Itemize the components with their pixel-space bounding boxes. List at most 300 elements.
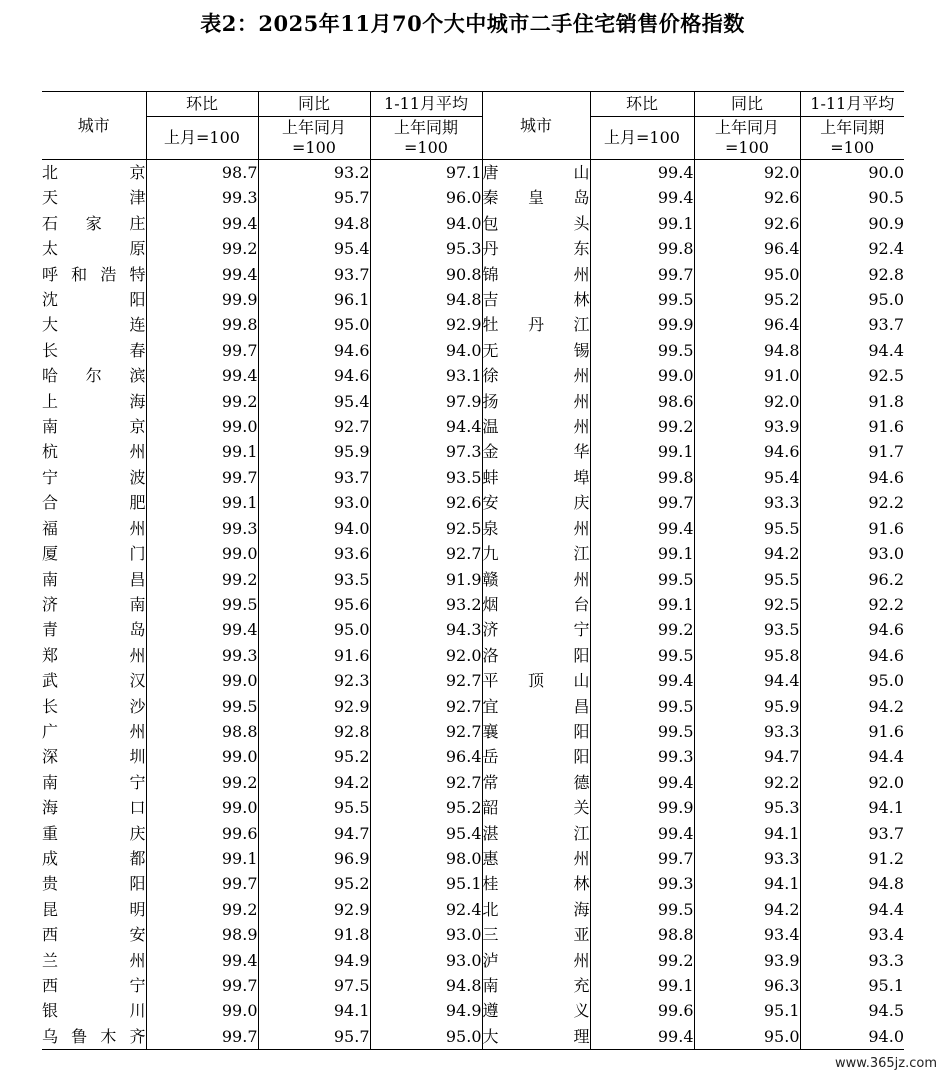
table-row (42, 541, 904, 566)
left-avg-cell: 92.0 (370, 643, 482, 668)
table-row (42, 668, 904, 693)
right-mom-cell: 99.4 (590, 668, 694, 693)
right-avg-cell: 94.0 (800, 1024, 904, 1050)
left-mom-cell: 99.0 (146, 795, 258, 820)
left-city-cell: 郑州 (42, 645, 146, 665)
right-avg-cell: 92.2 (800, 490, 904, 515)
right-yoy-cell: 94.8 (694, 338, 800, 363)
right-yoy-cell: 93.9 (694, 414, 800, 439)
left-mom-cell: 99.6 (146, 821, 258, 846)
left-city-cell: 天津 (42, 188, 146, 208)
left-yoy-cell: 91.8 (258, 922, 370, 947)
left-yoy-cell: 95.4 (258, 236, 370, 261)
left-city-cell: 长春 (42, 340, 146, 360)
right-city-cell: 常德 (482, 770, 590, 795)
right-mom-cell: 99.7 (590, 846, 694, 871)
right-avg-cell: 92.0 (800, 770, 904, 795)
left-city-cell: 深圳 (42, 747, 146, 767)
left-avg-cell: 94.8 (370, 287, 482, 312)
left-avg-cell: 93.0 (370, 922, 482, 947)
table-row (42, 821, 904, 846)
left-mom-cell: 99.4 (146, 262, 258, 287)
left-avg-cell: 92.7 (370, 668, 482, 693)
right-avg-cell: 95.1 (800, 973, 904, 998)
right-yoy-cell: 93.3 (694, 719, 800, 744)
left-city-cell: 乌鲁木齐 (42, 1024, 146, 1050)
right-yoy-cell: 94.2 (694, 541, 800, 566)
left-city-cell: 北京 (42, 163, 146, 182)
table-row (42, 363, 904, 388)
right-yoy-cell: 94.7 (694, 744, 800, 769)
left-avg-cell: 96.0 (370, 185, 482, 210)
yoy-base-right: 上年同月 =100 (694, 117, 800, 160)
right-avg-cell: 92.4 (800, 236, 904, 261)
yoy-base-left: 上年同月 =100 (258, 117, 370, 160)
left-yoy-cell: 96.9 (258, 846, 370, 871)
mom-base-left: 上月=100 (146, 117, 258, 160)
right-yoy-cell: 95.9 (694, 694, 800, 719)
right-avg-cell: 94.4 (800, 338, 904, 363)
right-avg-cell: 90.0 (800, 160, 904, 186)
left-city-cell: 济南 (42, 594, 146, 614)
city-header-right: 城市 (482, 92, 590, 160)
left-city-cell: 南京 (42, 417, 146, 437)
right-avg-cell: 94.1 (800, 795, 904, 820)
right-mom-cell: 99.8 (590, 465, 694, 490)
right-yoy-cell: 95.3 (694, 795, 800, 820)
right-city-cell: 北海 (482, 897, 590, 922)
table-row (42, 592, 904, 617)
right-city-cell: 泸州 (482, 948, 590, 973)
left-avg-cell: 94.0 (370, 211, 482, 236)
right-avg-cell: 94.6 (800, 617, 904, 642)
left-yoy-cell: 92.7 (258, 414, 370, 439)
right-city-cell: 金华 (482, 439, 590, 464)
price-index-table (42, 91, 904, 1050)
right-mom-cell: 99.3 (590, 871, 694, 896)
right-city-cell: 遵义 (482, 998, 590, 1023)
right-city-cell: 唐山 (482, 160, 590, 186)
left-mom-cell: 99.4 (146, 363, 258, 388)
right-mom-cell: 99.2 (590, 948, 694, 973)
left-mom-cell: 98.7 (146, 160, 258, 186)
right-city-cell: 赣州 (482, 567, 590, 592)
right-avg-cell: 90.9 (800, 211, 904, 236)
right-city-cell: 无锡 (482, 338, 590, 363)
left-yoy-cell: 94.1 (258, 998, 370, 1023)
left-yoy-cell: 95.0 (258, 617, 370, 642)
left-avg-cell: 93.5 (370, 465, 482, 490)
right-mom-cell: 99.4 (590, 1024, 694, 1050)
right-city-cell: 丹东 (482, 236, 590, 261)
right-yoy-cell: 95.0 (694, 1024, 800, 1050)
left-avg-cell: 94.8 (370, 973, 482, 998)
left-city-cell: 南宁 (42, 772, 146, 792)
left-yoy-cell: 93.6 (258, 541, 370, 566)
right-avg-cell: 93.7 (800, 821, 904, 846)
left-city-cell: 西宁 (42, 976, 146, 995)
right-avg-cell: 91.6 (800, 414, 904, 439)
right-avg-cell: 90.5 (800, 185, 904, 210)
right-yoy-cell: 93.9 (694, 948, 800, 973)
left-yoy-cell: 95.7 (258, 1024, 370, 1050)
table-row (42, 948, 904, 973)
right-avg-cell: 95.0 (800, 668, 904, 693)
right-avg-cell: 92.8 (800, 262, 904, 287)
right-yoy-cell: 91.0 (694, 363, 800, 388)
mom-header-left: 环比 (146, 92, 258, 117)
right-mom-cell: 99.5 (590, 897, 694, 922)
table-row (42, 922, 904, 947)
right-city-cell: 宜昌 (482, 694, 590, 719)
right-mom-cell: 99.5 (590, 287, 694, 312)
left-yoy-cell: 93.5 (258, 567, 370, 592)
left-mom-cell: 99.2 (146, 770, 258, 795)
table-row (42, 719, 904, 744)
left-city-cell: 石家庄 (42, 213, 146, 233)
right-city-cell: 襄阳 (482, 719, 590, 744)
left-mom-cell: 99.5 (146, 592, 258, 617)
table-row (42, 465, 904, 490)
right-avg-cell: 94.8 (800, 871, 904, 896)
right-yoy-cell: 95.8 (694, 643, 800, 668)
left-mom-cell: 99.0 (146, 414, 258, 439)
left-city-cell: 厦门 (42, 544, 146, 564)
table-body (42, 160, 904, 1050)
left-mom-cell: 99.4 (146, 617, 258, 642)
right-avg-cell: 93.0 (800, 541, 904, 566)
right-avg-cell: 93.7 (800, 312, 904, 337)
left-avg-cell: 93.0 (370, 948, 482, 973)
avg-header-left: 1-11月平均 (370, 92, 482, 117)
left-avg-cell: 92.4 (370, 897, 482, 922)
left-mom-cell: 99.4 (146, 948, 258, 973)
right-mom-cell: 99.8 (590, 236, 694, 261)
left-yoy-cell: 92.9 (258, 897, 370, 922)
right-avg-cell: 95.0 (800, 287, 904, 312)
left-mom-cell: 99.0 (146, 668, 258, 693)
right-yoy-cell: 94.6 (694, 439, 800, 464)
left-avg-cell: 94.4 (370, 414, 482, 439)
right-mom-cell: 99.0 (590, 363, 694, 388)
watermark: www.365jz.com (835, 1056, 937, 1071)
left-yoy-cell: 95.2 (258, 744, 370, 769)
right-yoy-cell: 94.1 (694, 871, 800, 896)
left-avg-cell: 97.3 (370, 439, 482, 464)
left-mom-cell: 99.2 (146, 236, 258, 261)
left-city-cell: 杭州 (42, 442, 146, 462)
left-mom-cell: 99.1 (146, 846, 258, 871)
left-city-cell: 西安 (42, 925, 146, 945)
left-yoy-cell: 96.1 (258, 287, 370, 312)
left-city-cell: 银川 (42, 1001, 146, 1021)
right-city-cell: 包头 (482, 211, 590, 236)
table-row (42, 643, 904, 668)
left-mom-cell: 99.7 (146, 871, 258, 896)
right-avg-cell: 91.8 (800, 389, 904, 414)
left-city-cell: 重庆 (42, 823, 146, 843)
left-avg-cell: 93.1 (370, 363, 482, 388)
right-mom-cell: 99.1 (590, 973, 694, 998)
left-avg-cell: 92.7 (370, 719, 482, 744)
table-row (42, 185, 904, 210)
table-row (42, 312, 904, 337)
table-row (42, 846, 904, 871)
left-mom-cell: 99.3 (146, 516, 258, 541)
left-yoy-cell: 94.0 (258, 516, 370, 541)
left-avg-cell: 92.7 (370, 541, 482, 566)
table-row (42, 262, 904, 287)
avg-base-right: 上年同期 =100 (800, 117, 904, 160)
right-city-cell: 平顶山 (482, 668, 590, 693)
right-yoy-cell: 92.2 (694, 770, 800, 795)
left-mom-cell: 99.3 (146, 643, 258, 668)
table-row (42, 236, 904, 261)
left-avg-cell: 95.0 (370, 1024, 482, 1050)
left-yoy-cell: 92.3 (258, 668, 370, 693)
right-avg-cell: 91.2 (800, 846, 904, 871)
right-city-cell: 牡丹江 (482, 312, 590, 337)
right-mom-cell: 99.4 (590, 821, 694, 846)
right-mom-cell: 99.1 (590, 592, 694, 617)
table-row (42, 414, 904, 439)
right-mom-cell: 98.8 (590, 922, 694, 947)
avg-base-left: 上年同期 =100 (370, 117, 482, 160)
right-avg-cell: 91.6 (800, 516, 904, 541)
right-mom-cell: 99.5 (590, 719, 694, 744)
right-mom-cell: 99.2 (590, 414, 694, 439)
right-city-cell: 安庆 (482, 490, 590, 515)
table-row (42, 389, 904, 414)
right-yoy-cell: 95.5 (694, 567, 800, 592)
right-mom-cell: 99.5 (590, 338, 694, 363)
left-avg-cell: 91.9 (370, 567, 482, 592)
left-avg-cell: 92.7 (370, 770, 482, 795)
right-mom-cell: 99.2 (590, 617, 694, 642)
left-avg-cell: 97.1 (370, 160, 482, 186)
avg-header-right: 1-11月平均 (800, 92, 904, 117)
left-mom-cell: 99.0 (146, 744, 258, 769)
left-yoy-cell: 93.2 (258, 160, 370, 186)
right-yoy-cell: 94.2 (694, 897, 800, 922)
right-yoy-cell: 93.4 (694, 922, 800, 947)
left-avg-cell: 92.7 (370, 694, 482, 719)
right-mom-cell: 98.6 (590, 389, 694, 414)
left-yoy-cell: 95.6 (258, 592, 370, 617)
left-mom-cell: 99.7 (146, 338, 258, 363)
left-yoy-cell: 94.6 (258, 363, 370, 388)
page-title: 表2：2025年11月70个大中城市二手住宅销售价格指数 (200, 11, 745, 36)
right-mom-cell: 99.1 (590, 211, 694, 236)
right-avg-cell: 96.2 (800, 567, 904, 592)
left-mom-cell: 99.2 (146, 897, 258, 922)
right-city-cell: 韶关 (482, 795, 590, 820)
left-city-cell: 合肥 (42, 493, 146, 513)
table-row (42, 897, 904, 922)
right-mom-cell: 99.3 (590, 744, 694, 769)
left-yoy-cell: 95.9 (258, 439, 370, 464)
table-row (42, 490, 904, 515)
table-row (42, 160, 904, 186)
left-city-cell: 呼和浩特 (42, 264, 146, 284)
left-avg-cell: 97.9 (370, 389, 482, 414)
left-yoy-cell: 93.7 (258, 465, 370, 490)
right-city-cell: 蚌埠 (482, 465, 590, 490)
left-avg-cell: 95.3 (370, 236, 482, 261)
right-yoy-cell: 92.0 (694, 160, 800, 186)
left-yoy-cell: 93.7 (258, 262, 370, 287)
table-row (42, 516, 904, 541)
left-mom-cell: 99.7 (146, 973, 258, 998)
city-header-left: 城市 (42, 92, 146, 160)
left-yoy-cell: 97.5 (258, 973, 370, 998)
right-yoy-cell: 93.5 (694, 617, 800, 642)
right-yoy-cell: 92.6 (694, 185, 800, 210)
right-mom-cell: 99.9 (590, 312, 694, 337)
right-yoy-cell: 95.5 (694, 516, 800, 541)
left-yoy-cell: 95.7 (258, 185, 370, 210)
right-city-cell: 惠州 (482, 846, 590, 871)
right-city-cell: 洛阳 (482, 643, 590, 668)
right-avg-cell: 94.2 (800, 694, 904, 719)
left-mom-cell: 99.9 (146, 287, 258, 312)
table-row (42, 694, 904, 719)
right-yoy-cell: 96.3 (694, 973, 800, 998)
right-yoy-cell: 92.0 (694, 389, 800, 414)
left-avg-cell: 95.2 (370, 795, 482, 820)
left-mom-cell: 99.1 (146, 439, 258, 464)
right-mom-cell: 99.5 (590, 694, 694, 719)
left-yoy-cell: 94.2 (258, 770, 370, 795)
table-row (42, 211, 904, 236)
left-mom-cell: 99.8 (146, 312, 258, 337)
left-city-cell: 成都 (42, 848, 146, 868)
right-city-cell: 湛江 (482, 821, 590, 846)
right-yoy-cell: 94.4 (694, 668, 800, 693)
left-city-cell: 南昌 (42, 569, 146, 589)
left-city-cell: 昆明 (42, 899, 146, 919)
left-city-cell: 哈尔滨 (42, 366, 146, 386)
left-avg-cell: 92.5 (370, 516, 482, 541)
right-mom-cell: 99.4 (590, 770, 694, 795)
right-city-cell: 徐州 (482, 363, 590, 388)
right-yoy-cell: 95.2 (694, 287, 800, 312)
table-row (42, 338, 904, 363)
left-mom-cell: 99.2 (146, 567, 258, 592)
right-yoy-cell: 96.4 (694, 312, 800, 337)
left-avg-cell: 92.6 (370, 490, 482, 515)
right-mom-cell: 99.5 (590, 567, 694, 592)
left-city-cell: 贵阳 (42, 874, 146, 894)
right-city-cell: 大理 (482, 1024, 590, 1050)
right-yoy-cell: 95.0 (694, 262, 800, 287)
left-city-cell: 青岛 (42, 620, 146, 640)
right-city-cell: 温州 (482, 414, 590, 439)
left-yoy-cell: 95.0 (258, 312, 370, 337)
right-avg-cell: 94.5 (800, 998, 904, 1023)
left-avg-cell: 95.4 (370, 821, 482, 846)
table-row (42, 770, 904, 795)
left-avg-cell: 93.2 (370, 592, 482, 617)
left-avg-cell: 95.1 (370, 871, 482, 896)
right-avg-cell: 94.6 (800, 643, 904, 668)
left-mom-cell: 99.4 (146, 211, 258, 236)
left-city-cell: 武汉 (42, 671, 146, 691)
left-mom-cell: 99.0 (146, 998, 258, 1023)
yoy-header-left: 同比 (258, 92, 370, 117)
table-row (42, 998, 904, 1023)
right-mom-cell: 99.4 (590, 160, 694, 186)
table-row (42, 439, 904, 464)
right-city-cell: 扬州 (482, 389, 590, 414)
table-row (42, 1024, 904, 1050)
left-yoy-cell: 93.0 (258, 490, 370, 515)
right-avg-cell: 94.4 (800, 897, 904, 922)
yoy-header-right: 同比 (694, 92, 800, 117)
right-city-cell: 九江 (482, 541, 590, 566)
table-row (42, 744, 904, 769)
right-city-cell: 桂林 (482, 871, 590, 896)
left-city-cell: 沈阳 (42, 290, 146, 310)
left-mom-cell: 99.2 (146, 389, 258, 414)
right-avg-cell: 92.2 (800, 592, 904, 617)
left-city-cell: 海口 (42, 798, 146, 818)
left-mom-cell: 99.1 (146, 490, 258, 515)
left-yoy-cell: 95.2 (258, 871, 370, 896)
table-row (42, 567, 904, 592)
left-mom-cell: 98.9 (146, 922, 258, 947)
mom-base-right: 上月=100 (590, 117, 694, 160)
left-city-cell: 太原 (42, 239, 146, 259)
left-mom-cell: 99.7 (146, 465, 258, 490)
right-yoy-cell: 93.3 (694, 846, 800, 871)
right-city-cell: 三亚 (482, 922, 590, 947)
right-city-cell: 济宁 (482, 617, 590, 642)
left-city-cell: 大连 (42, 315, 146, 335)
left-yoy-cell: 92.9 (258, 694, 370, 719)
right-avg-cell: 91.6 (800, 719, 904, 744)
right-mom-cell: 99.4 (590, 185, 694, 210)
left-avg-cell: 96.4 (370, 744, 482, 769)
left-mom-cell: 99.7 (146, 1024, 258, 1050)
right-yoy-cell: 95.1 (694, 998, 800, 1023)
left-yoy-cell: 92.8 (258, 719, 370, 744)
left-avg-cell: 98.0 (370, 846, 482, 871)
left-city-cell: 兰州 (42, 950, 146, 970)
right-city-cell: 秦皇岛 (482, 185, 590, 210)
right-yoy-cell: 95.4 (694, 465, 800, 490)
left-mom-cell: 99.0 (146, 541, 258, 566)
left-avg-cell: 92.9 (370, 312, 482, 337)
right-mom-cell: 99.5 (590, 643, 694, 668)
left-yoy-cell: 94.8 (258, 211, 370, 236)
left-mom-cell: 99.3 (146, 185, 258, 210)
table-row (42, 795, 904, 820)
left-city-cell: 长沙 (42, 696, 146, 716)
right-yoy-cell: 93.3 (694, 490, 800, 515)
left-mom-cell: 98.8 (146, 719, 258, 744)
mom-header-right: 环比 (590, 92, 694, 117)
left-yoy-cell: 94.6 (258, 338, 370, 363)
right-city-cell: 锦州 (482, 262, 590, 287)
right-city-cell: 吉林 (482, 287, 590, 312)
right-avg-cell: 91.7 (800, 439, 904, 464)
left-yoy-cell: 95.5 (258, 795, 370, 820)
left-yoy-cell: 94.9 (258, 948, 370, 973)
left-avg-cell: 94.9 (370, 998, 482, 1023)
right-mom-cell: 99.7 (590, 490, 694, 515)
left-city-cell: 宁波 (42, 467, 146, 487)
